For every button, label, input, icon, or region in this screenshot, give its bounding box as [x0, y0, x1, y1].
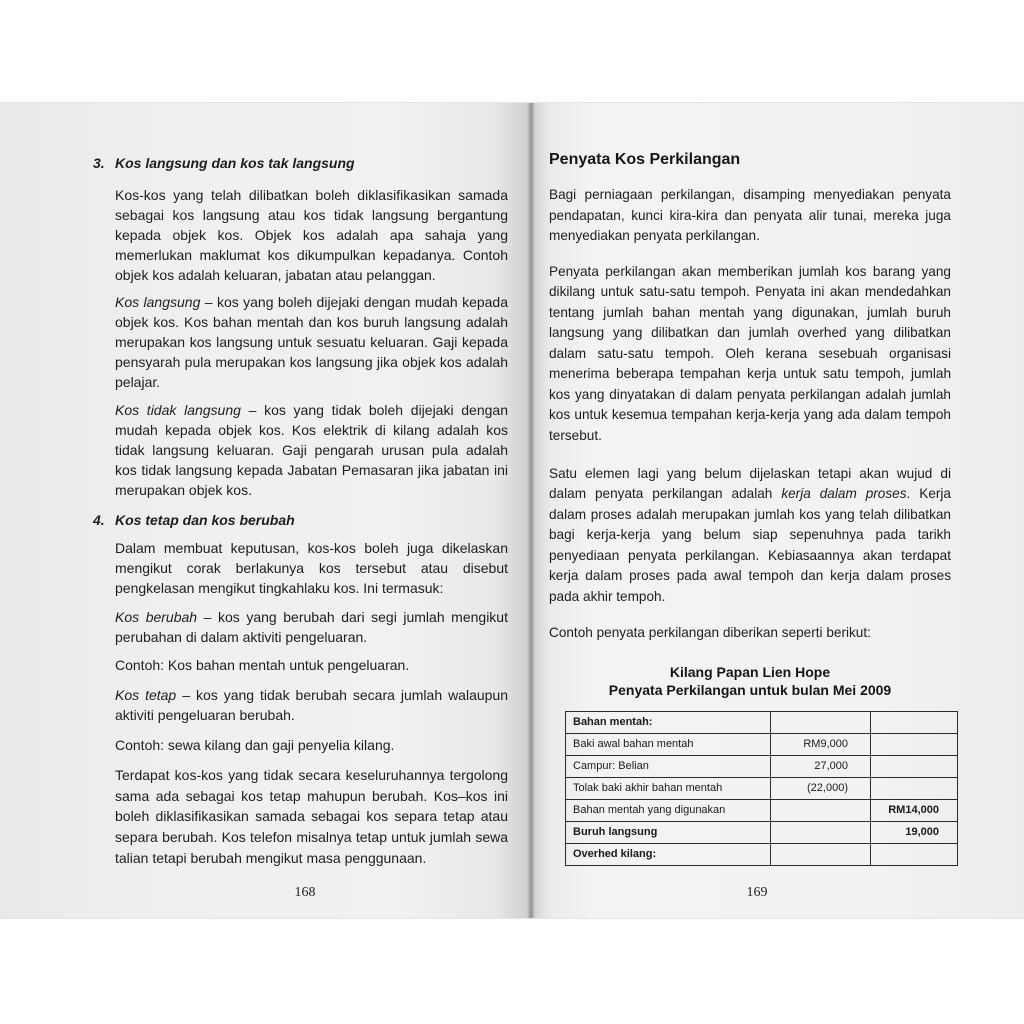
text-line — [115, 705, 508, 725]
line-text: Kos-kos yang telah dilibatkan boleh diklasifikasikan samada — [115, 187, 508, 203]
line-text: perubahan di dalam aktiviti pengeluaran. — [115, 629, 368, 645]
text-line — [115, 245, 508, 265]
total-cell — [871, 778, 958, 800]
paragraph-intro — [549, 185, 951, 247]
text-line — [115, 292, 508, 312]
text-line — [115, 332, 508, 352]
line-text: kepada objek kos. Objek kos adalah apa sahaja yang — [115, 227, 508, 243]
line-text: aktiviti pengeluaran berubah. — [115, 707, 295, 723]
line-text: separa berubah. Kos telefon misalnya tetap untuk jumlah sewa — [115, 829, 508, 846]
text-line — [549, 323, 951, 344]
line-text: kerja dalam proses pada awal tempoh dan kerja dalam proses — [549, 568, 951, 583]
line-text: – kos yang boleh dijejaki dengan mudah kepada — [200, 294, 508, 310]
text-line — [115, 607, 508, 627]
amount-cell — [771, 844, 871, 866]
text-line — [115, 735, 508, 755]
line-text: tersebut. — [549, 427, 602, 443]
line-text: Terdapat kos-kos yang tidak secara keseluruhannya tergolong — [115, 767, 508, 783]
text-line — [549, 303, 951, 324]
row-label: Baki awal bahan mentah — [566, 734, 771, 756]
line-text: memerlukan maklumat kos dikumpulkan kepadanya. Contoh — [115, 247, 508, 263]
paragraph-variable-cost — [115, 607, 508, 647]
total-cell — [871, 734, 958, 756]
row-label: Tolak baki akhir bahan mentah — [566, 778, 771, 800]
line-text: dalam satu-satu tempoh. Oleh kerana sesebuah organisasi — [549, 345, 951, 361]
paragraph-semi-variable-cost — [115, 765, 508, 868]
text-line — [115, 400, 508, 420]
section-4-number: 4. — [93, 512, 105, 528]
text-line — [549, 344, 951, 365]
line-text: kos yang dinyatakan di dalam penyata perkilangan adalah jumlah — [549, 386, 951, 402]
table-row — [566, 756, 958, 778]
section-3-title: Kos langsung dan kos tak langsung — [115, 155, 355, 171]
row-label: Bahan mentah yang digunakan — [566, 800, 771, 822]
table-row — [566, 712, 958, 734]
line-text: bagi kerja-kerja yang belum siap sepenuhnya pada tarikh — [549, 527, 951, 542]
line-text: . Kerja — [906, 486, 951, 501]
table-row — [566, 778, 958, 800]
paragraph-variable-example — [115, 655, 508, 675]
text-line — [549, 484, 951, 505]
line-text: Contoh: sewa kilang dan gaji penyelia kilang. — [115, 737, 395, 753]
table-row — [566, 844, 958, 866]
table-row — [566, 800, 958, 822]
row-label: Bahan mentah: — [566, 712, 771, 734]
line-text: – kos yang berubah dari segi jumlah mengikut — [197, 609, 508, 625]
text-line — [115, 827, 508, 848]
line-text: objek kos. Kos bahan mentah dan kos buruh langsung adalah — [115, 314, 508, 330]
amount-cell — [771, 712, 871, 734]
line-text: mengikut corak berlakunya kos tersebut atau disebut — [115, 560, 508, 576]
paragraph-cost-behaviour — [115, 538, 508, 598]
line-text: pada akhir tempoh. — [549, 588, 666, 604]
amount-cell — [771, 800, 871, 822]
right-page-text — [549, 148, 951, 866]
section-3-heading — [93, 153, 518, 173]
line-text: merupakan kos langsung untuk sesuatu keluaran. Gaji kepada — [115, 334, 508, 350]
text-line — [549, 464, 951, 485]
text-line — [115, 225, 508, 245]
paragraph-cost-classification — [115, 185, 508, 285]
text-line — [115, 205, 508, 225]
page-number-right: 169 — [746, 885, 768, 900]
row-label: Buruh langsung — [566, 822, 771, 844]
amount-cell: (22,000) — [771, 778, 871, 800]
text-line — [115, 578, 508, 598]
text-line — [549, 262, 951, 283]
total-cell — [871, 756, 958, 778]
total-cell: RM14,000 — [871, 800, 958, 822]
text-line — [115, 185, 508, 205]
total-cell: 19,000 — [871, 822, 958, 844]
text-line — [115, 806, 508, 827]
text-line — [115, 685, 508, 705]
row-label: Campur: Belian — [566, 756, 771, 778]
italic-term: Kos langsung — [115, 294, 201, 310]
line-text: pelajar. — [115, 374, 161, 390]
text-line — [115, 372, 508, 392]
amount-cell — [771, 822, 871, 844]
page-title: Penyata Kos Perkilangan — [549, 151, 741, 168]
line-text: Contoh: Kos bahan mentah untuk pengeluaran. — [115, 657, 410, 673]
italic-term: Kos tidak langsung — [115, 402, 241, 418]
line-text: – kos yang tidak boleh dijejaki dengan — [240, 402, 508, 418]
row-label: Overhed kilang: — [566, 844, 771, 866]
amount-cell: 27,000 — [771, 756, 871, 778]
statement-company-name: Kilang Papan Lien Hope — [669, 664, 831, 680]
line-text: sebagai kos langsung atau kos tidak langsung bergantung — [115, 207, 508, 223]
section-4-heading — [93, 510, 518, 530]
section-4-title: Kos tetap dan kos berubah — [115, 512, 295, 528]
left-page-text — [93, 153, 518, 868]
text-line — [115, 655, 508, 675]
total-cell — [871, 844, 958, 866]
line-text: dalam proses adalah merupakan jumlah kos yang telah dilibatkan — [549, 506, 951, 522]
line-text: menerima beberapa tempahan kerja untuk satu tempoh, jumlah — [549, 366, 951, 381]
text-line — [549, 546, 951, 567]
text-line — [549, 206, 951, 227]
paragraph-fixed-example — [115, 735, 508, 755]
text-line — [115, 265, 508, 285]
page-number-left: 168 — [294, 885, 316, 900]
line-text: dikilang untuk satu-satu tempoh. Penyata ini akan mendedahkan — [549, 284, 951, 299]
manufacturing-statement-table — [565, 711, 958, 866]
paragraph-manufacturing-statement — [549, 262, 951, 447]
text-line — [115, 480, 508, 500]
gutter-shadow — [528, 103, 534, 918]
text-line — [549, 426, 951, 447]
line-text: objek kos adalah keluaran, jabatan atau pelanggan. — [115, 267, 436, 283]
table-row — [566, 734, 958, 756]
line-text: Bagi perniagaan perkilangan, disamping menyediakan penyata — [549, 187, 951, 202]
text-line — [549, 525, 951, 546]
total-cell — [871, 712, 958, 734]
line-text: talian tetapi berubah mengikut masa penggunaan. — [115, 849, 427, 866]
statement-title: Penyata Perkilangan untuk bulan Mei 2009 — [608, 682, 892, 698]
paragraph-example-intro — [549, 623, 951, 644]
line-text: Penyata perkilangan akan memberikan jumlah kos barang yang — [549, 263, 951, 279]
line-text: dalam penyata perkilangan adalah — [549, 486, 782, 501]
text-line — [115, 848, 508, 869]
line-text: – kos yang tidak berubah secara jumlah walaupun — [176, 687, 509, 703]
text-line — [549, 405, 951, 426]
line-text: Dalam membuat keputusan, kos-kos boleh juga dikelaskan — [115, 540, 508, 556]
text-line — [549, 566, 951, 587]
line-text: Contoh penyata perkilangan diberikan seperti berikut: — [549, 624, 871, 640]
text-line — [115, 765, 508, 786]
line-text: pendapatan, kunci kira-kira dan penyata alir tunai, mereka juga — [549, 207, 951, 223]
text-line — [115, 440, 508, 460]
text-line — [115, 786, 508, 807]
text-line — [549, 185, 951, 206]
amount-cell: RM9,000 — [771, 734, 871, 756]
text-line — [549, 226, 951, 247]
text-line — [549, 364, 951, 385]
text-line — [115, 352, 508, 372]
text-line — [115, 312, 508, 332]
italic-term: kerja dalam proses — [781, 486, 907, 501]
text-line — [115, 460, 508, 480]
text-line — [549, 623, 951, 644]
paragraph-direct-cost — [115, 292, 508, 392]
line-text: penyediaan penyata perkilangan. Kebiasaannya akan terdapat — [549, 547, 951, 563]
line-text: merupakan objek kos. — [115, 482, 252, 498]
text-line — [115, 420, 508, 440]
paragraph-fixed-cost — [115, 685, 508, 725]
line-text: Satu elemen lagi yang belum dijelaskan tetapi akan wujud di — [549, 465, 951, 481]
text-line — [549, 282, 951, 303]
line-text: boleh diklasifikasikan samada sebagai kos separa tetap atau — [115, 808, 508, 825]
line-text: tentang jumlah bahan mentah yang digunakan, jumlah buruh — [549, 304, 951, 320]
table-row — [566, 822, 958, 844]
italic-term: Kos tetap — [115, 687, 177, 703]
line-text: kos untuk kesemua tempahan kerja-kerja yang ada dalam tempoh — [549, 407, 951, 422]
paragraph-indirect-cost — [115, 400, 508, 500]
line-text: pensyarah pula merupakan kos langsung jika objek kos adalah — [115, 354, 508, 370]
line-text: menyediakan penyata perkilangan. — [549, 228, 760, 243]
section-3-number: 3. — [93, 155, 105, 171]
line-text: langsung yang dilibatkan dan jumlah overhed yang dilibatkan — [549, 325, 951, 340]
line-text: mudah kepada objek kos. Kos elektrik di kilang adalah kos — [115, 422, 508, 438]
line-text: kos tidak langsung kepada Jabatan Pemasaran jika jabatan ini — [115, 462, 508, 478]
paragraph-work-in-process — [549, 464, 951, 608]
text-line — [115, 558, 508, 578]
line-text: sama ada sebagai kos tetap mahupun berubah. Kos–kos ini — [115, 787, 508, 804]
text-line — [549, 385, 951, 406]
text-line — [115, 538, 508, 558]
text-line — [549, 587, 951, 608]
text-line — [549, 505, 951, 526]
line-text: pengkelasan mengikut tingkahlaku kos. Ini termasuk: — [115, 580, 444, 596]
line-text: tidak langsung keluaran. Gaji pengarah urusan pula adalah — [115, 442, 508, 458]
italic-term: Kos berubah — [115, 609, 198, 625]
text-line — [115, 627, 508, 647]
